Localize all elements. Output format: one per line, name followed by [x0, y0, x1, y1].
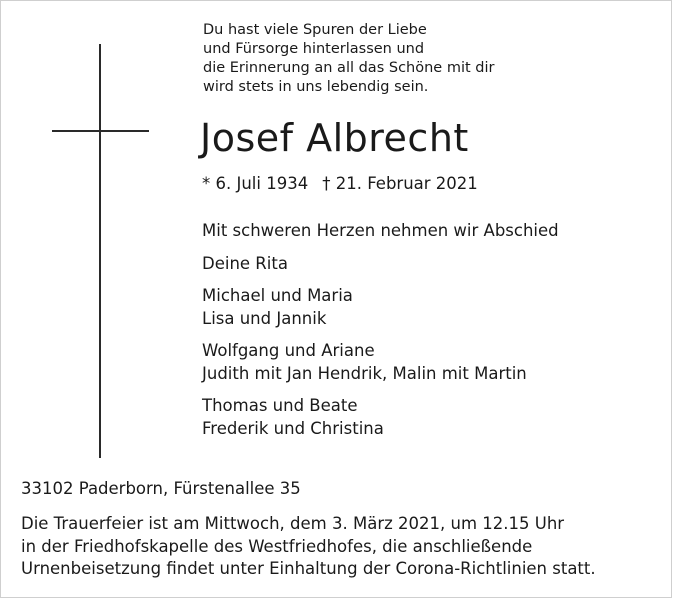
- mourner-group: [202, 253, 559, 276]
- mourner-group: [202, 285, 559, 330]
- memorial-poem: [203, 21, 494, 97]
- life-dates: [202, 173, 478, 195]
- family-address: 33102 Paderborn, Fürstenallee 35: [21, 479, 301, 498]
- mourner-line: Michael und Maria: [202, 286, 353, 305]
- mourner-line: Mit schweren Herzen nehmen wir Abschied: [202, 221, 559, 240]
- poem-line: die Erinnerung an all das Schöne mit dir: [203, 60, 495, 76]
- funeral-line: Die Trauerfeier ist am Mittwoch, dem 3. März 2021, um 12.15 Uhr: [21, 514, 565, 533]
- mourner-line: Wolfgang und Ariane: [202, 341, 375, 360]
- deceased-name: Josef Albrecht: [200, 116, 469, 160]
- mourner-line: Judith mit Jan Hendrik, Malin mit Martin: [202, 363, 527, 383]
- mourner-line: Thomas und Beate: [202, 396, 358, 415]
- mourner-group: [202, 340, 559, 385]
- farewell-statement: [202, 220, 559, 243]
- mourner-group: [202, 395, 559, 440]
- cross-icon-vertical-bar: [99, 44, 101, 458]
- poem-line: und Fürsorge hinterlassen und: [203, 41, 425, 57]
- mourner-line: Deine Rita: [202, 253, 288, 273]
- death-date: † 21. Februar 2021: [322, 174, 478, 193]
- funeral-details: [21, 513, 596, 581]
- cross-icon-horizontal-bar: [52, 130, 149, 132]
- mourner-line: Lisa und Jannik: [202, 308, 327, 328]
- mourner-line: Frederik und Christina: [202, 418, 384, 438]
- birth-date: * 6. Juli 1934: [202, 174, 309, 193]
- mourners-list: [202, 220, 559, 450]
- funeral-line: Urnenbeisetzung findet unter Einhaltung der Corona-Richtlinien statt.: [21, 559, 596, 578]
- funeral-line: in der Friedhofskapelle des Westfriedhofes, die anschließende: [21, 536, 533, 556]
- poem-line: wird stets in uns lebendig sein.: [203, 79, 429, 95]
- poem-line: Du hast viele Spuren der Liebe: [203, 22, 427, 38]
